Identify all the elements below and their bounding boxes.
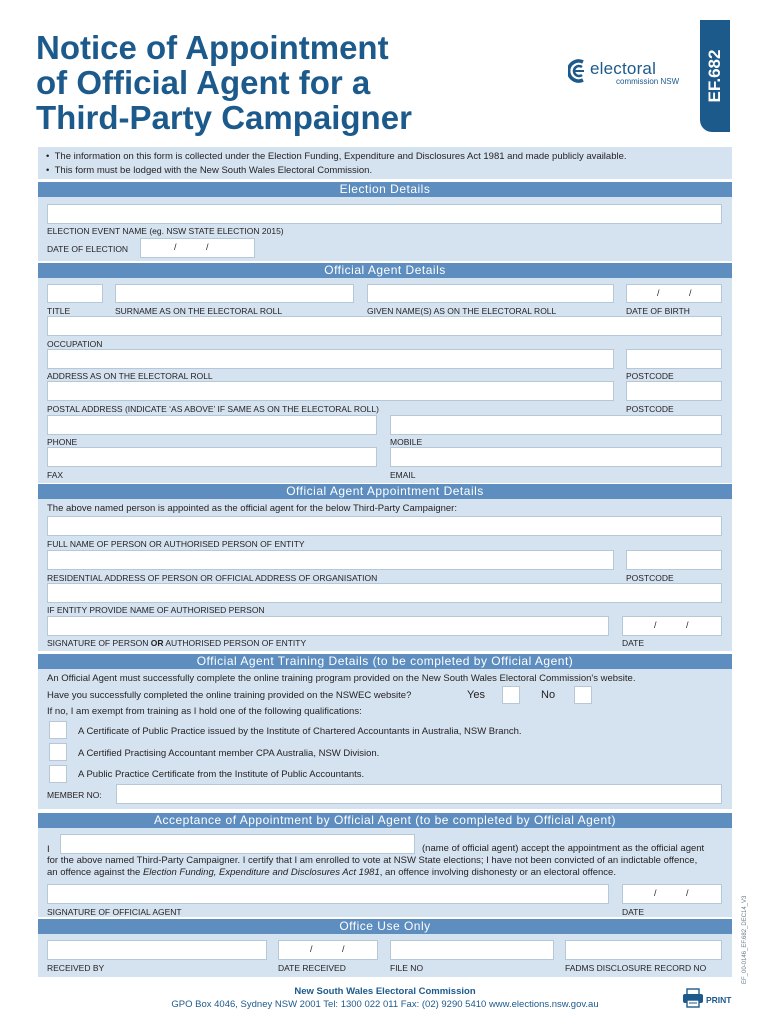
acceptance-text: , an offence involving dishonesty or an electoral offence.	[379, 867, 616, 878]
signature-label-or: OR	[150, 638, 164, 648]
person-signature-field[interactable]	[47, 616, 609, 636]
date-separator: /	[174, 242, 177, 252]
occupation-field[interactable]	[47, 316, 722, 336]
residential-address-field[interactable]	[47, 550, 614, 570]
title-field[interactable]	[47, 284, 103, 303]
acceptance-line-3	[47, 867, 616, 878]
postcode-label: POSTCODE	[626, 573, 674, 583]
date-separator: /	[686, 888, 689, 898]
print-label: PRINT	[706, 995, 732, 1005]
form-version-code: EF_00-0146_EF.682_DEC14_V3	[742, 895, 748, 984]
authorised-person-label: IF ENTITY PROVIDE NAME OF AUTHORISED PERSON	[47, 605, 265, 615]
given-names-field[interactable]	[367, 284, 614, 303]
email-field[interactable]	[390, 447, 722, 467]
agent-signature-field[interactable]	[47, 884, 609, 904]
date-separator: /	[206, 242, 209, 252]
date-separator: /	[686, 620, 689, 630]
person-signature-date-field[interactable]	[622, 616, 722, 636]
note-item: • The information on this form is collected under the Election Funding, Expenditure and Disclosures Act 1981 and made publicly available.	[46, 151, 627, 162]
print-button[interactable]	[682, 988, 738, 1012]
election-event-field[interactable]	[47, 204, 722, 224]
section-heading-election: Election Details	[38, 182, 732, 197]
qualification-checkbox-ipa[interactable]	[49, 765, 67, 783]
full-name-label: FULL NAME OF PERSON OR AUTHORISED PERSON OF ENTITY	[47, 539, 305, 549]
printer-icon	[682, 988, 704, 1008]
fadms-record-label: FADMS DISCLOSURE RECORD NO	[565, 963, 707, 973]
appointment-intro: The above named person is appointed as the official agent for the below Third-Party Campaigner:	[47, 503, 457, 514]
phone-label: PHONE	[47, 437, 78, 447]
note-text: The information on this form is collected under the Election Funding, Expenditure and Disclosures Act 1981 and made publicly available.	[54, 151, 627, 162]
fadms-record-field[interactable]	[565, 940, 722, 960]
exemption-text: If no, I am exempt from training as I hold one of the following qualifications:	[47, 706, 362, 717]
section-heading-training: Official Agent Training Details (to be completed by Official Agent)	[38, 654, 732, 669]
qualification-checkbox-cpa[interactable]	[49, 743, 67, 761]
page-title	[36, 30, 412, 135]
section-heading-acceptance: Acceptance of Appointment by Official Agent (to be completed by Official Agent)	[38, 813, 732, 828]
form-code: EF.682	[705, 49, 724, 103]
title-line-2: of Official Agent for a	[36, 64, 371, 101]
occupation-label: OCCUPATION	[47, 339, 103, 349]
signature-label-text: AUTHORISED PERSON OF ENTITY	[163, 638, 307, 648]
date-label: DATE	[622, 638, 645, 648]
file-number-field[interactable]	[390, 940, 554, 960]
postal-address-label: POSTAL ADDRESS (INDICATE ‘AS ABOVE’ IF SAME AS ON THE ELECTORAL ROLL)	[47, 404, 379, 414]
address-label: ADDRESS AS ON THE ELECTORAL ROLL	[47, 371, 213, 381]
date-separator: /	[342, 944, 345, 954]
acceptance-line-1: (name of official agent) accept the appointment as the official agent	[422, 843, 705, 854]
postal-address-field[interactable]	[47, 381, 614, 401]
logo-wordmark: electoral	[590, 59, 657, 78]
surname-label: SURNAME AS ON THE ELECTORAL ROLL	[115, 306, 283, 316]
training-info: An Official Agent must successfully complete the online training program provided on the New South Wales Electoral Commission's website.	[47, 673, 636, 684]
qualification-option: A Certificate of Public Practice issued by the Institute of Chartered Accountants in Australia, NSW Branch.	[78, 726, 522, 737]
official-agent-name-field[interactable]	[60, 834, 415, 854]
election-date-field[interactable]	[140, 238, 255, 258]
title-line-1: Notice of Appointment	[36, 29, 389, 66]
agent-signature-date-field[interactable]	[622, 884, 722, 904]
given-names-label: GIVEN NAME(S) AS ON THE ELECTORAL ROLL	[367, 306, 557, 316]
title-line-3: Third-Party Campaigner	[36, 99, 412, 136]
fax-label: FAX	[47, 470, 64, 480]
person-signature-label	[47, 638, 306, 648]
fax-field[interactable]	[47, 447, 377, 467]
postcode-label: POSTCODE	[626, 371, 674, 381]
election-date-label: DATE OF ELECTION	[47, 244, 129, 254]
residential-address-label: RESIDENTIAL ADDRESS OF PERSON OR OFFICIAL ADDRESS OF ORGANISATION	[47, 573, 378, 583]
date-separator: /	[657, 288, 660, 298]
act-name: Election Funding, Expenditure and Disclosures Act 1981	[142, 867, 380, 878]
date-separator: /	[310, 944, 313, 954]
file-number-label: FILE NO	[390, 963, 424, 973]
section-heading-appointment: Official Agent Appointment Details	[38, 484, 732, 499]
member-number-label: MEMBER NO:	[47, 790, 102, 800]
authorised-person-field[interactable]	[47, 583, 722, 603]
postal-postcode-field[interactable]	[626, 381, 722, 401]
date-separator: /	[654, 620, 657, 630]
no-checkbox[interactable]	[574, 686, 592, 704]
date-received-field[interactable]	[278, 940, 378, 960]
address-postcode-field[interactable]	[626, 349, 722, 369]
date-separator: /	[689, 288, 692, 298]
postcode-label: POSTCODE	[626, 404, 674, 414]
date-received-label: DATE RECEIVED	[278, 963, 346, 973]
training-question: Have you successfully completed the online training provided on the NSWEC website?	[47, 690, 412, 701]
surname-field[interactable]	[115, 284, 354, 303]
address-field[interactable]	[47, 349, 614, 369]
logo-subtitle: commission NSW	[616, 77, 680, 86]
form-code-tab	[700, 20, 730, 132]
qualification-option: A Public Practice Certificate from the Institute of Public Accountants.	[78, 769, 365, 780]
acceptance-line-2: for the above named Third-Party Campaigner. I certify that I am enrolled to vote at NSW State elections; I have not been convicted of an indictable offence,	[47, 855, 698, 866]
received-by-label: RECEIVED BY	[47, 963, 105, 973]
yes-checkbox[interactable]	[502, 686, 520, 704]
acceptance-i: I	[47, 844, 50, 855]
full-name-field[interactable]	[47, 516, 722, 536]
electoral-commission-logo	[568, 58, 694, 88]
date-of-birth-label: DATE OF BIRTH	[626, 306, 690, 316]
signature-label-text: SIGNATURE OF PERSON	[47, 638, 151, 648]
footer-contact: GPO Box 4046, Sydney NSW 2001 Tel: 1300 022 011 Fax: (02) 9290 5410 www.elections.nsw.gov.au	[171, 999, 599, 1010]
date-of-birth-field[interactable]	[626, 284, 722, 303]
qualification-option: A Certified Practising Accountant member CPA Australia, NSW Division.	[78, 748, 380, 759]
date-label: DATE	[622, 907, 645, 917]
received-by-field[interactable]	[47, 940, 267, 960]
note-text: This form must be lodged with the New South Wales Electoral Commission.	[54, 165, 373, 176]
qualification-checkbox-chartered[interactable]	[49, 721, 67, 739]
title-label: TITLE	[47, 306, 71, 316]
section-heading-agent: Official Agent Details	[38, 263, 732, 278]
footer-organisation: New South Wales Electoral Commission	[294, 986, 476, 997]
acceptance-text: an offence against the	[47, 867, 143, 878]
election-event-label: ELECTION EVENT NAME (eg. NSW STATE ELECTION 2015)	[47, 226, 284, 236]
logo-mark-icon	[568, 58, 588, 84]
section-heading-office: Office Use Only	[38, 919, 732, 934]
residential-postcode-field[interactable]	[626, 550, 722, 570]
member-number-field[interactable]	[116, 784, 722, 804]
phone-field[interactable]	[47, 415, 377, 435]
date-separator: /	[654, 888, 657, 898]
mobile-field[interactable]	[390, 415, 722, 435]
yes-label: Yes	[467, 689, 485, 701]
email-label: EMAIL	[390, 470, 416, 480]
agent-signature-label: SIGNATURE OF OFFICIAL AGENT	[47, 907, 182, 917]
note-item: • This form must be lodged with the New South Wales Electoral Commission.	[46, 165, 373, 176]
no-label: No	[541, 689, 556, 701]
mobile-label: MOBILE	[390, 437, 423, 447]
